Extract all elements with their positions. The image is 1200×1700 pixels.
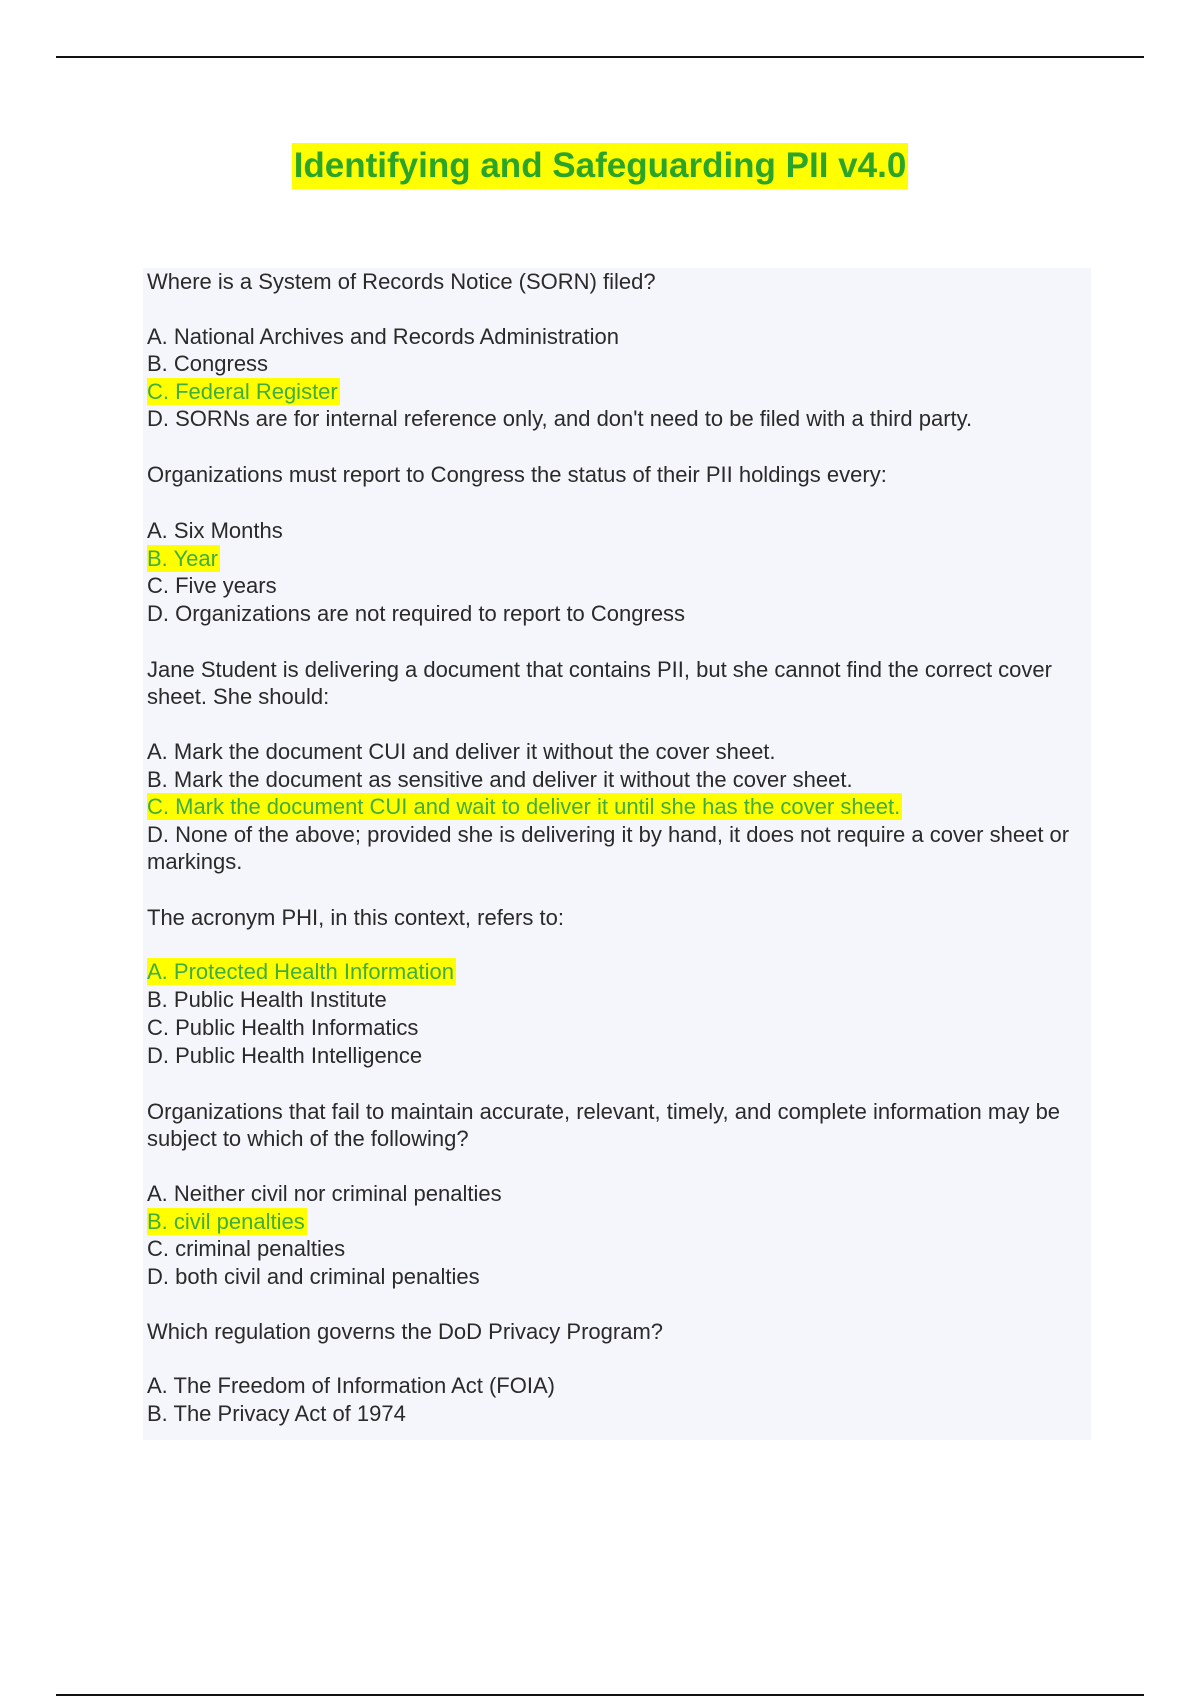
question-5-option-a: A. Neither civil nor criminal penalties	[147, 1181, 502, 1206]
question-2-option-d: D. Organizations are not required to report to Congress	[147, 601, 686, 626]
question-5-text: Organizations that fail to maintain accurate, relevant, timely, and complete information may be subject to which of the following?	[147, 1099, 1061, 1151]
question-4-text: The acronym PHI, in this context, refers to:	[147, 905, 564, 930]
question-4-option-b: B. Public Health Institute	[147, 987, 387, 1012]
question-3-option-c-correct: C. Mark the document CUI and wait to deliver it until she has the cover sheet.	[147, 794, 901, 819]
question-5-option-b-correct: B. civil penalties	[147, 1209, 305, 1234]
question-5-option-c: C. criminal penalties	[147, 1236, 346, 1261]
question-5-option-d: D. both civil and criminal penalties	[147, 1264, 480, 1289]
question-4-option-c: C. Public Health Informatics	[147, 1015, 419, 1040]
top-rule	[56, 56, 1144, 58]
question-6-option-b: B. The Privacy Act of 1974	[147, 1401, 406, 1426]
question-2-option-a: A. Six Months	[147, 518, 283, 543]
document-title: Identifying and Safeguarding PII v4.0	[292, 143, 909, 189]
question-1-option-b: B. Congress	[147, 351, 269, 376]
questions-panel	[143, 268, 1091, 1440]
question-6-text: Which regulation governs the DoD Privacy Program?	[147, 1319, 664, 1344]
question-2-option-b-correct: B. Year	[147, 546, 218, 571]
question-3-option-a: A. Mark the document CUI and deliver it without the cover sheet.	[147, 739, 776, 764]
question-4-option-d: D. Public Health Intelligence	[147, 1043, 423, 1068]
question-2-option-c: C. Five years	[147, 573, 277, 598]
question-1-option-c-correct: C. Federal Register	[147, 379, 338, 404]
bottom-rule	[56, 1694, 1144, 1696]
question-4-option-a-correct: A. Protected Health Information	[147, 959, 454, 984]
question-1-option-a: A. National Archives and Records Administration	[147, 324, 620, 349]
title-wrap	[0, 143, 1200, 189]
question-1-option-d: D. SORNs are for internal reference only, and don't need to be filed with a third party.	[147, 406, 973, 431]
question-6-option-a: A. The Freedom of Information Act (FOIA)	[147, 1373, 555, 1398]
question-1-text: Where is a System of Records Notice (SORN) filed?	[147, 269, 656, 294]
question-3-text: Jane Student is delivering a document that contains PII, but she cannot find the correct cover sheet. She should:	[147, 657, 1052, 709]
question-3-option-d: D. None of the above; provided she is delivering it by hand, it does not require a cover sheet or markings.	[147, 822, 1070, 874]
question-2-text: Organizations must report to Congress the status of their PII holdings every:	[147, 462, 887, 487]
question-3-option-b: B. Mark the document as sensitive and deliver it without the cover sheet.	[147, 767, 853, 792]
